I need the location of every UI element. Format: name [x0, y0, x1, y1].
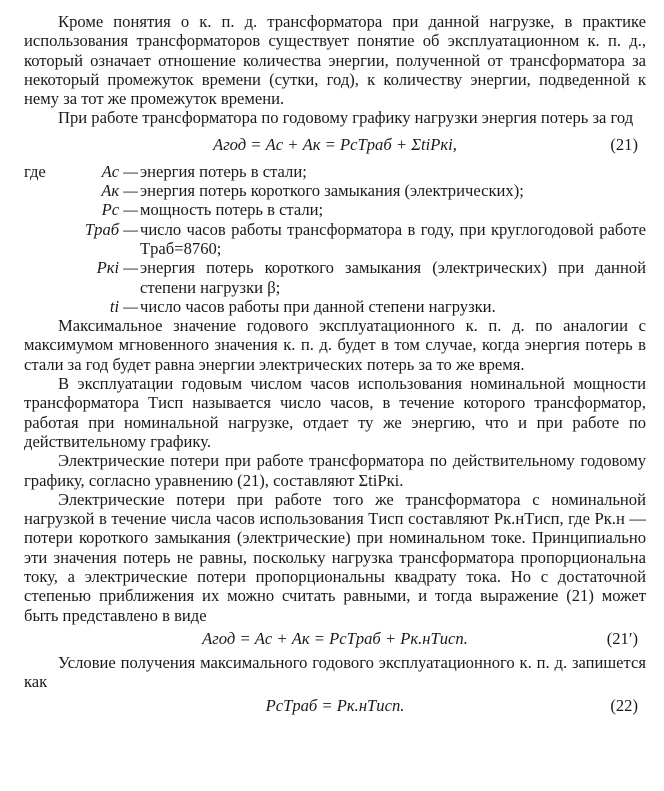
legend-symbol: Aс — — [101, 161, 138, 181]
legend-text: энергия потерь короткого замыкания (электрических); — [140, 181, 524, 201]
paragraph-5: Электрические потери при работе трансформатора по действительному годовому графику, согласно уравнению (21), составляют ΣtiPкi. — [24, 451, 646, 490]
symbol-legend — [24, 162, 646, 316]
legend-symbol: Aк — — [101, 181, 138, 201]
equation-22-body: PсTраб = Pк.нTисп. — [265, 695, 405, 715]
document-page — [24, 12, 646, 720]
equation-22 — [24, 692, 646, 720]
legend-symbol: Pс — — [101, 200, 138, 220]
equation-21-prime-body: Aгод = Aс + Aк = PсTраб + Pк.нTисп. — [202, 628, 468, 648]
paragraph-2: При работе трансформатора по годовому графику нагрузки энергия потерь за год — [58, 108, 634, 128]
equation-21-prime-number: (21′) — [606, 628, 638, 648]
equation-22-number: (22) — [610, 695, 638, 715]
legend-row — [24, 162, 646, 181]
legend-row — [24, 200, 646, 219]
legend-text: число часов работы при данной степени нагрузки. — [140, 296, 496, 316]
paragraph-1: Кроме понятия о к. п. д. трансформатора при данной нагрузке, в практике использования трансформаторов существует понятие об эксплуатационном к. п. д., который означает отношение количества энергии, полученной от трансформатора за некоторый промежуток времени (сутки, год), к количеству энергии, подведенной к нему за тот же промежуток времени. — [24, 12, 646, 109]
equation-21-number: (21) — [610, 134, 638, 154]
legend-symbol: ti — — [109, 296, 138, 316]
legend-text: энергия потерь в стали; — [140, 161, 307, 181]
legend-row — [24, 297, 646, 316]
legend-text: энергия потерь короткого замыкания (электрических) при данной степени нагрузки β; — [140, 258, 646, 297]
legend-row — [24, 258, 646, 297]
legend-where-label: где — [24, 161, 46, 181]
paragraph-4: В эксплуатации годовым числом часов использования номинальной мощности трансформатора Tисп называется число часов, в течение которого трансформатор, работая при номинальной нагрузке, отдает ту же энергию, что и при работе по действительному графику. — [24, 374, 646, 451]
paragraph-3: Максимальное значение годового эксплуатационного к. п. д. по аналогии с максимумом мгновенного значения к. п. д. будет в том случае, когда энергия потерь в стали за год будет равна энергии электрических потерь за то же время. — [24, 316, 646, 374]
equation-21 — [24, 128, 646, 162]
legend-row — [24, 181, 646, 200]
legend-text: число часов работы трансформатора в году, при круглогодовой работе Tраб=8760; — [140, 219, 646, 258]
paragraph-7: Условие получения максимального годового эксплуатационного к. п. д. запишется как — [24, 652, 646, 692]
equation-21-prime — [24, 625, 646, 653]
legend-text: мощность потерь в стали; — [140, 200, 324, 220]
legend-symbol: Pкi — — [96, 258, 138, 278]
paragraph-6: Электрические потери при работе того же трансформатора с номинальной нагрузкой в течение числа часов использования Tисп составляют Pк.нTисп, где Pк.н — потери короткого замыкания (электрические) при номинальном токе. Принципиально эти значения потерь не равны, поскольку нагрузка трансформатора пропорциональна току, а электрические потери пропорциональны квадрату тока. Но с достаточной степенью приближения их можно считать равными, и тогда выражение (21) может быть представлено в виде — [24, 489, 646, 625]
legend-row — [24, 220, 646, 259]
equation-21-body: Aгод = Aс + Aк = PсTраб + ΣtiPкi, — [213, 134, 457, 154]
legend-symbol: Tраб — — [84, 219, 138, 239]
